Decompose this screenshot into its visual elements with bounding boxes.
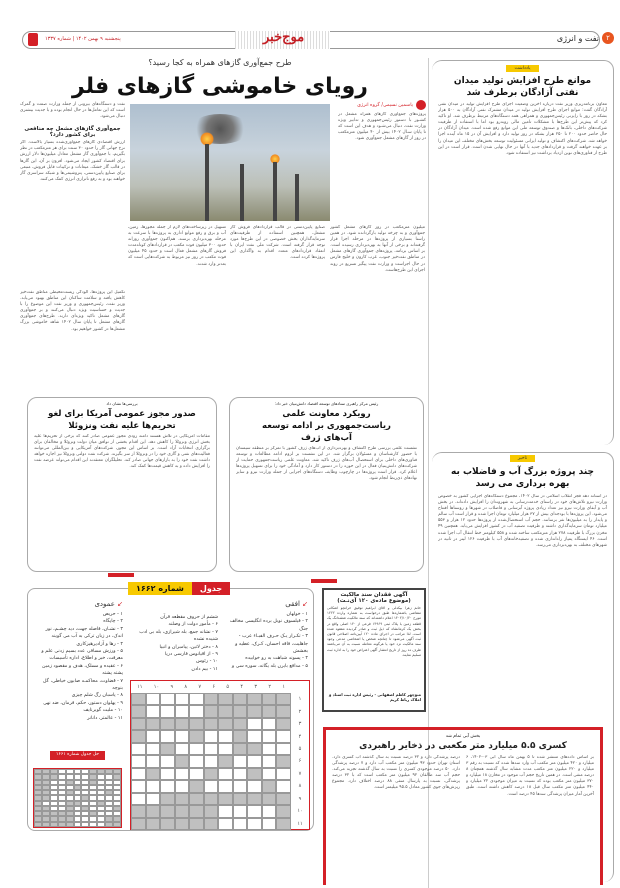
clue-v7: ۷ - قضاوت، محاکمـه صابون خیاطی، گل بنوچه <box>43 678 123 692</box>
vertical-clues <box>33 600 123 722</box>
box-kicker: بررسی‌ها نشان داد <box>106 401 138 406</box>
crossword-number: شماره ۱۶۶۲ <box>128 582 192 595</box>
flare-stack-3 <box>273 162 277 221</box>
clue-v4: ۴ - رها و آزادپرهیزکاری <box>76 641 123 647</box>
lead-col4 <box>20 102 125 290</box>
clue-h8: ۸ - دختر لاتین، پیامبران و انبیا <box>159 644 218 650</box>
right-title-1: موانع طرح افزایش تولید میدان نفتی آزادگان برطرف شد <box>453 76 592 98</box>
bottom-title: کسری ۵.۵ میلیارد متر مکعبی در ذخایر راهبردی <box>359 741 567 751</box>
lead-intro: پروژه‌های جمع‌آوری گازهای همراه مشعل در کشـور با دستور رئیس‌جمهوری و تدابیر ویژه وزارت نفت، دنبال می‌شـود و هدف این است که تا پایان سـال ۱۴۰۲ بیش از ۴۰ میلیون مترمکعب در روز از گازهای مشعل جمع‌آوری شود. <box>338 112 426 142</box>
gas-flare-photo <box>130 104 330 221</box>
clue-h3: ۳ - تکـرار یـک حـرف الفبـاء عرب - جاهلیت، فاقه احسان، کـرک، عطیه و بخشش <box>235 634 308 655</box>
clue-h9: ۹ - از اقیانوس فارسی دریا <box>164 652 218 658</box>
right-body-2: در آستانه دهه فجر انقلاب اسلامی در سال ۱۴۰۲، مجموع دستگاه‌های اجرایی کشور به خصوص وزارت نیرو تلاش‌های خود در راستای خدمت‌رسانی به شهروندان را افزایش داده‌اند. در بخش آب و آبفای وزارت نیرو نیز تعداد زیادی پروژه آبرسانی و فاضلاب در شهرها و روستاها افتتاح می‌شود. این پروژه‌ها با بودجه‌ای بیش از ۳۷ هزار میلیارد تومان اجرا شده و قرار است آب سالم و پایدار را به میلیون‌ها نفر برسانند. حجم آب استحصال‌شده از پروژه‌ها حدود ۱۲ هزار و ۵۵۳ میلیارد تومان سرمایه‌گذاری داشته و ظرفیت تصفیه آب در کشور افزایش می‌یابد. همچنین ۴۹ مخزن بزرگ با ظرفیت ۲۷۸ هزار مترمکعب ساخته شده و ۵۵۸ کیلومتر خط انتقال آب اجرا شده است. ۴۶ ایستگاه پمپاژ راه‌اندازی شده و تصفیه‌خانه‌های آب با ظرفیت ۱۲۶ لیتر در ثانیه در شهرهای مختلف به بهره‌برداری می‌رسد. <box>438 494 607 548</box>
clue-h5: ۵ - مدافع بایرن بله یگانه، سوره سی و <box>231 663 308 669</box>
horizontal-clues <box>222 600 308 670</box>
section-label <box>557 32 614 44</box>
bottom-kicker: بخش آبی تمام شد <box>445 734 481 739</box>
clue-h1: ۱ - خولهان <box>286 612 308 617</box>
solution-tag-wrap <box>33 751 122 760</box>
bottom-col-right: بر اساس داده‌های منتشر شده تا ۵ بهمن ماه سال آبی ۰۳-۱۴۰۲، ۶ میلیارد و ۴۲۰ میلیون متر مکعب آب وارد سدها شده که نسبت به رقم ۳ میلیارد و ۲۲۰ میلیون متر مکعب مدت مشابه سال گذشته همچنان ۸ درصد منفی است. در همین تاریخ حجم آب موجود در مخازن ۱۸ میلیارد و ۳۷۰ میلیون متر مکعب بوده که نسبت به میزان موجودی ۲۲ میلیارد و ۴۴۰ میلیون متر مکعب سال قبل ۱۸ درصد کاهش داشته است. طبق آخرین آمار میزان پرشدگی سدها ۴۵ درصد است. <box>466 755 594 797</box>
venezuela-box <box>27 397 217 572</box>
flare-stack <box>205 144 209 221</box>
vertical-title: ↙ عمودی <box>94 600 123 608</box>
clue-v6: ۶ - عقیده و مسلک، هدف و مقصود زمین پشته پشته <box>42 663 123 677</box>
clue-v3: ۳ - نشـان، فاصله جهت، دید چشـم، نور اندک، در زبان ترکی به آب می گویند <box>45 626 123 640</box>
red-accent-bar-2 <box>311 579 337 583</box>
right-title-2: چند پروژه بزرگ آب و فاضلاب به بهره برداری می رسد <box>450 467 594 489</box>
right-body-1: معاون برنامه‌ریزی وزیر نفت درباره آخرین وضعیت اجرای طرح افزایش تولید در میدان نفتی آزادگان گفت: موانع اجرای طرح افزایش تولید در میدان مشترک نفتی آزادگان به ۵۰۰ هزار بشکه در روز با رایزنی رئیس‌جمهوری و همراهی همه دستگاه‌های مرتبط برطرف شد. او تاکید کرد که پیش‌تر این طرح‌ها با مشکلات تامین مالی روبه‌رو بود اما با استفاده از ظرفیت شرکت‌های داخلی، بانک‌ها و صندوق توسعه ملی این موانع رفع شده است. میدان آزادگان در حال حاضر حدود ۲۰۰ تا ۲۵۰ هزار بشکه در روز تولید دارد و افزایش آن در ۱۵ ماه آینده اجرا خواهد شد. شرکت‌های اکتشاف و تولید ایرانی مسئولیت توسعه بخش‌های مختلف این میدان را بر عهده خواهند گرفت و قراردادهای جدید با آنها در حال نهایی شدن است. قرار است در این طرح از فناوری‌های نوین ازدیاد برداشت نیز استفاده شود. <box>438 102 607 156</box>
lead-headline: رویای خاموشی گازهای فلر <box>72 74 368 99</box>
box-body-2: نشست علمی بررسی طرح اکتشاف و بهره‌برداری از آب‌های ژرف کشور با تمرکز بر منطقه سیستان با حضور کارشناسان و مسئولان برگزار شد. در این نشست بر لزوم ادامه مطالعات و توسعه فناوری‌های داخلی برای استحصال آب‌های ژرف تاکید شد. معاونت علمی ریاست‌جمهوری حمایت از شرکت‌های دانش‌بنیان فعال در این حوزه را در دستور کار دارد و آمادگی خود را برای تسهیل پروژه‌ها اعلام کرد. قرار است پروژه‌ها در چارچوب وظایف دستگاه‌های اجرایی از جمله وزارت نیرو و سایر نهادهای ذی‌ربط انجام شود. <box>236 446 417 482</box>
water-deficit-box <box>323 727 603 885</box>
flare-stack-4 <box>295 174 299 221</box>
clue-v8: ۸ - پاسبان رگ شلم چیزی <box>71 693 123 699</box>
row-numbers: ۱ ۲ ۳ ۴ ۵ ۶ ۷ ۸ ۹ ۱۰ ۱۱ <box>297 696 303 827</box>
clue-v1: ۱ - حریص <box>102 612 123 617</box>
clue-h10: ۱۰ - رئوس <box>196 659 218 665</box>
notice-subtitle: (موضوع ماده‌ی ۱۲۰ آی‌نـت) <box>337 598 411 604</box>
flare-stack-2 <box>240 164 244 221</box>
tag-label-2: تاخیر <box>510 455 535 462</box>
col4-text: ارزش اقتصادی گازهای جمع‌آوری‌شده بسیار بالاست. اگر نرخ جهانی گاز را حدود ۳۰ سنت برای هر مترمکعب در نظر بگیریم، با جمع‌آوری گاز مشعل معادل میلیون‌ها دلار ارزش برای اقتصاد کشور ایجاد می‌شود. افزون بر آن، این گازها در قالب گاز خشک، میعانات و ترکیبات قابل فروش، منبعی برای صنایع پایین‌دستی، پتروشیمی‌ها و شبکه سراسری گاز خواهند بود و به رفع ناترازی انرژی کمک می‌کنند. <box>20 140 125 182</box>
lead-col5-right: تسهیل در زیرساخت‌های لازم از جمله مجوزها، زمین، آب و برق و رفع موانع اداری به پروژه‌ها با سرعت به مرحله بهره‌برداری برسند. هم‌اکنون جمع‌آوری روزانه حدود ۳۰۰ میلیون فوت مکعب در قراردادهای کوتاه‌مدت فروش گازهای مشعل فعال است و حدود ۴۵ میلیون فوت مکعب در روز نیز مربوط به شرکت‌هایی است که بعدتر وارد شدند. <box>128 225 226 267</box>
newspaper-logo: موج‌خبر <box>263 30 305 45</box>
section-name: نفت و انرژی <box>556 33 599 43</box>
notice-body: خانم زهرا بیکدلی و آقای ابراهیم توفیق خرانچو اشکانی متقاضی باشماره‌ها طبق درخواست به شماره وارده ۱۲۲۲ مورخ ۱۴۰۲/۱۰/۲۰ اعلام داشته‌اند که سند مالکیت ششدانگ یک قطعه زمین با پلاک ثبتی ۱۴۹۶۹ فرعی از ۱۴۰ اصلی واقع در بخش یک کرمانشاه که ذیل ثبت و صادر گردیده مفقود شده است. لذا مراتب در اجرای ماده ۱۲۰ آیین‌نامه اصلاحی قانون ثبت آگهی می‌شود تا چنانچه شخص یا اشخاصی مدعی وجود سند مالکیت نزد خود یا هرگونه معامله نسبت به آن می‌باشند ظرف ده روز از تاریخ انتشار آگهی اعتراض خود را به اداره ثبت تسلیم نمایند. <box>327 606 421 657</box>
right-box-1 <box>432 60 614 445</box>
clue-h7: ۷ - نشانه جمع، بله شیرازی، بله بی ادب شنیده نشده <box>139 629 218 643</box>
legal-notice <box>322 588 426 712</box>
box-title: صدور مجوز عمومی آمریکا برای لغو تحریم‌ها علیه نفت ونزوئلا <box>48 409 196 431</box>
col4-top-text: نفت و دستگاه‌های بیرونی از جمله وزارت صمت و گمرک است که این تعامل‌ها در حال انجام بوده و با جدیت بیشتری دنبال می‌شود. <box>20 102 125 120</box>
column-numbers: ۱ ۲ ۳ ۴ ۵ ۶ ۷ ۸ ۹ ۱۰ ۱۱ <box>137 684 285 690</box>
crossword-tag <box>128 582 230 595</box>
box-title-2: رویکرد معاونت علمی ریاست‌جمهوری بر ادامه توسعه آب‌های ژرف <box>262 409 391 443</box>
author-icon <box>416 100 426 110</box>
solution-grid <box>33 768 122 828</box>
clue-v11: ۱۱ - عالمتر، دانانر <box>87 715 123 721</box>
clue-v5: ۵ - ورزش مسافر، عدد بسیم زدنی علم و معرفت، خبر و اطلاع، اداره تأسیسات <box>41 649 123 662</box>
red-accent-bar <box>108 573 134 577</box>
clue-h4: ۴ - پسوند شباهت به رو خوابیده <box>245 656 308 662</box>
box-kicker-2: رئیس مرکز راهبری ستادهای توسعه اقتصاد دانش‌بنیان خبر داد: <box>274 401 379 406</box>
clue-h6: ۶ - مأمور دولت از وصلند <box>168 622 218 628</box>
clue-v10: ۱۰ - ملیت گوبرنایف <box>83 708 123 714</box>
bottom-col-left: درصد پرشدگی دارد و ۳۲ درصد نسبت به سال گذشته آب کسری دارد. استان تهران حدود ۹۳ میلیون متر مکعب آب دارد و ۷ درصد پرشدگی دارد. ۵۰ درصد موجودی کسری را نسبت به سال گذشته تجربه می‌کند. حجم آب سد طالقان ۹۲ میلیون متر مکعب است که با ۳۲ درصد پرشدگی، نسبت به پارسال منفی ۸۸ درصد اختلاف دارد. مجموع ریزش‌های جوی کشور معادل ۹۵.۵ میلیمتر است. <box>332 755 460 791</box>
issue-date: پنجشنبه ۹ بهمن ۱۴۰۲ | شماره ۱۳۳۷ <box>45 36 121 42</box>
clue-h11: ۱۱ - بیم دادن <box>191 666 218 672</box>
crossword-grid-frame <box>130 680 310 830</box>
crossword-label: جدول <box>192 582 230 595</box>
box-body: مقامات آمریکایی در تلاش هستند دامنه زودی مجوز عمومی صادر کنند که برخی از تحریم‌ها علیه بخش انرژی ونزوئلا را کاهش دهد. این اقدام بخشی از توافق میان دولت ونزوئلا و مخالفان برای برگزاری انتخابات آزاد است. بر اساس این مجوز، شرکت‌های آمریکایی و بین‌المللی می‌توانند فعالیت‌های نفتی و گازی خود را در ونزوئلا از سر بگیرند. شرکت نفت دولتی ونزوئلا نیز اجازه خواهد داشت نفت خود را به بازارهای جهانی صادر کند. تحلیلگران معتقدند این اقدام می‌تواند عرضه نفت را افزایش داده و به کاهش قیمت‌ها کمک کند. <box>34 434 210 470</box>
clue-v2: ۲ - چاپگاه <box>103 619 123 625</box>
deep-water-box <box>229 397 424 572</box>
solution-tag: حل جدول شماره ۱۶۶۱ <box>50 751 105 760</box>
lead-col2: میلیون مترمکعب در روز گازهای مشعل کشور جمع‌آوری و به چرخه تولید بازگردانده شود. در همین راستا بسیاری از پروژه‌ها در مرحله اجرا قرار گرفته‌اند و برخی از آنها به بهره‌برداری رسیده است. بر اساس برنامه، پروژه‌های جمع‌آوری گازهای مشعل در مناطق نفت‌خیز جنوب، غرب کارون و خلیج فارس در حال اجراست و وزارت نفت پیگیر تسریع در روند اجرای این طرح‌هاست. <box>330 225 425 273</box>
lead-col5-left: تکمیل این پروژه‌ها، آلودگی زیست‌محیطی مناطق نفت‌خیز کاهش یافته و سلامت ساکنان این مناطق بهبود می‌یابد. وزیر نفت، رئیس‌جمهوری و وزیر نفت این موضوع را با جدیت و حساسیت ویژه دنبال می‌کنند و بر جمع‌آوری گازهای مشعل تاکید ویژه‌ای دارند. طرح‌های جمع‌آوری گازهای مشعل تا پایان سال ۱۴۰۲ شاهد خاموشی بزرگ مشعل‌ها در کشور خواهیم بود. <box>20 290 125 332</box>
horizontal-title: ↙ افقی <box>285 600 308 608</box>
lead-kicker: طرح جمع‌آوری گازهای همراه به کجا رسید؟ <box>148 58 292 67</box>
lead-subhead: جمع‌آوری گازهای مشعل چه منافعی برای کشور دارد؟ <box>24 126 121 139</box>
lead-col3: صنایع پایین‌دستی در قالب قراردادهای فروش گاز مشعل، همچنین استفاده از ظرفیت‌های سرمایه‌گذاران بخش خصوصی در این طرح‌ها مورد توجه قرار گرفته است. شرکت ملی نفت ایران با انعقاد قراردادهای متعدد اقدام به واگذاری این پروژه‌ها کرده است. <box>230 225 325 261</box>
clue-h5b: ششم از حروف مقطعه قرآن <box>160 615 218 620</box>
horizontal-clues-cont <box>130 614 218 673</box>
page-number: ۲ <box>602 32 614 44</box>
byline: یاسمین نسیمی/ گروه انرژی <box>357 102 413 108</box>
tag-label: یادداشت <box>506 65 538 72</box>
clue-h2: ۲ - فیلسوف نوبل برده انگلیسی مخالف جنگ <box>229 619 308 632</box>
clue-v9: ۹ - پهلوان دستور، حکم، فرمان، ضد نهی <box>43 700 123 706</box>
crossword-grid[interactable] <box>131 693 291 830</box>
notice-title: آگهی فقدان سند مالکیت <box>340 592 408 598</box>
smoke-shape <box>190 114 250 144</box>
flag-icon <box>28 33 38 46</box>
notice-signature: منوچهر کاظم اصفهانی - رئیس اداره ثبت اسناد و املاک رباط کریم <box>329 692 421 702</box>
